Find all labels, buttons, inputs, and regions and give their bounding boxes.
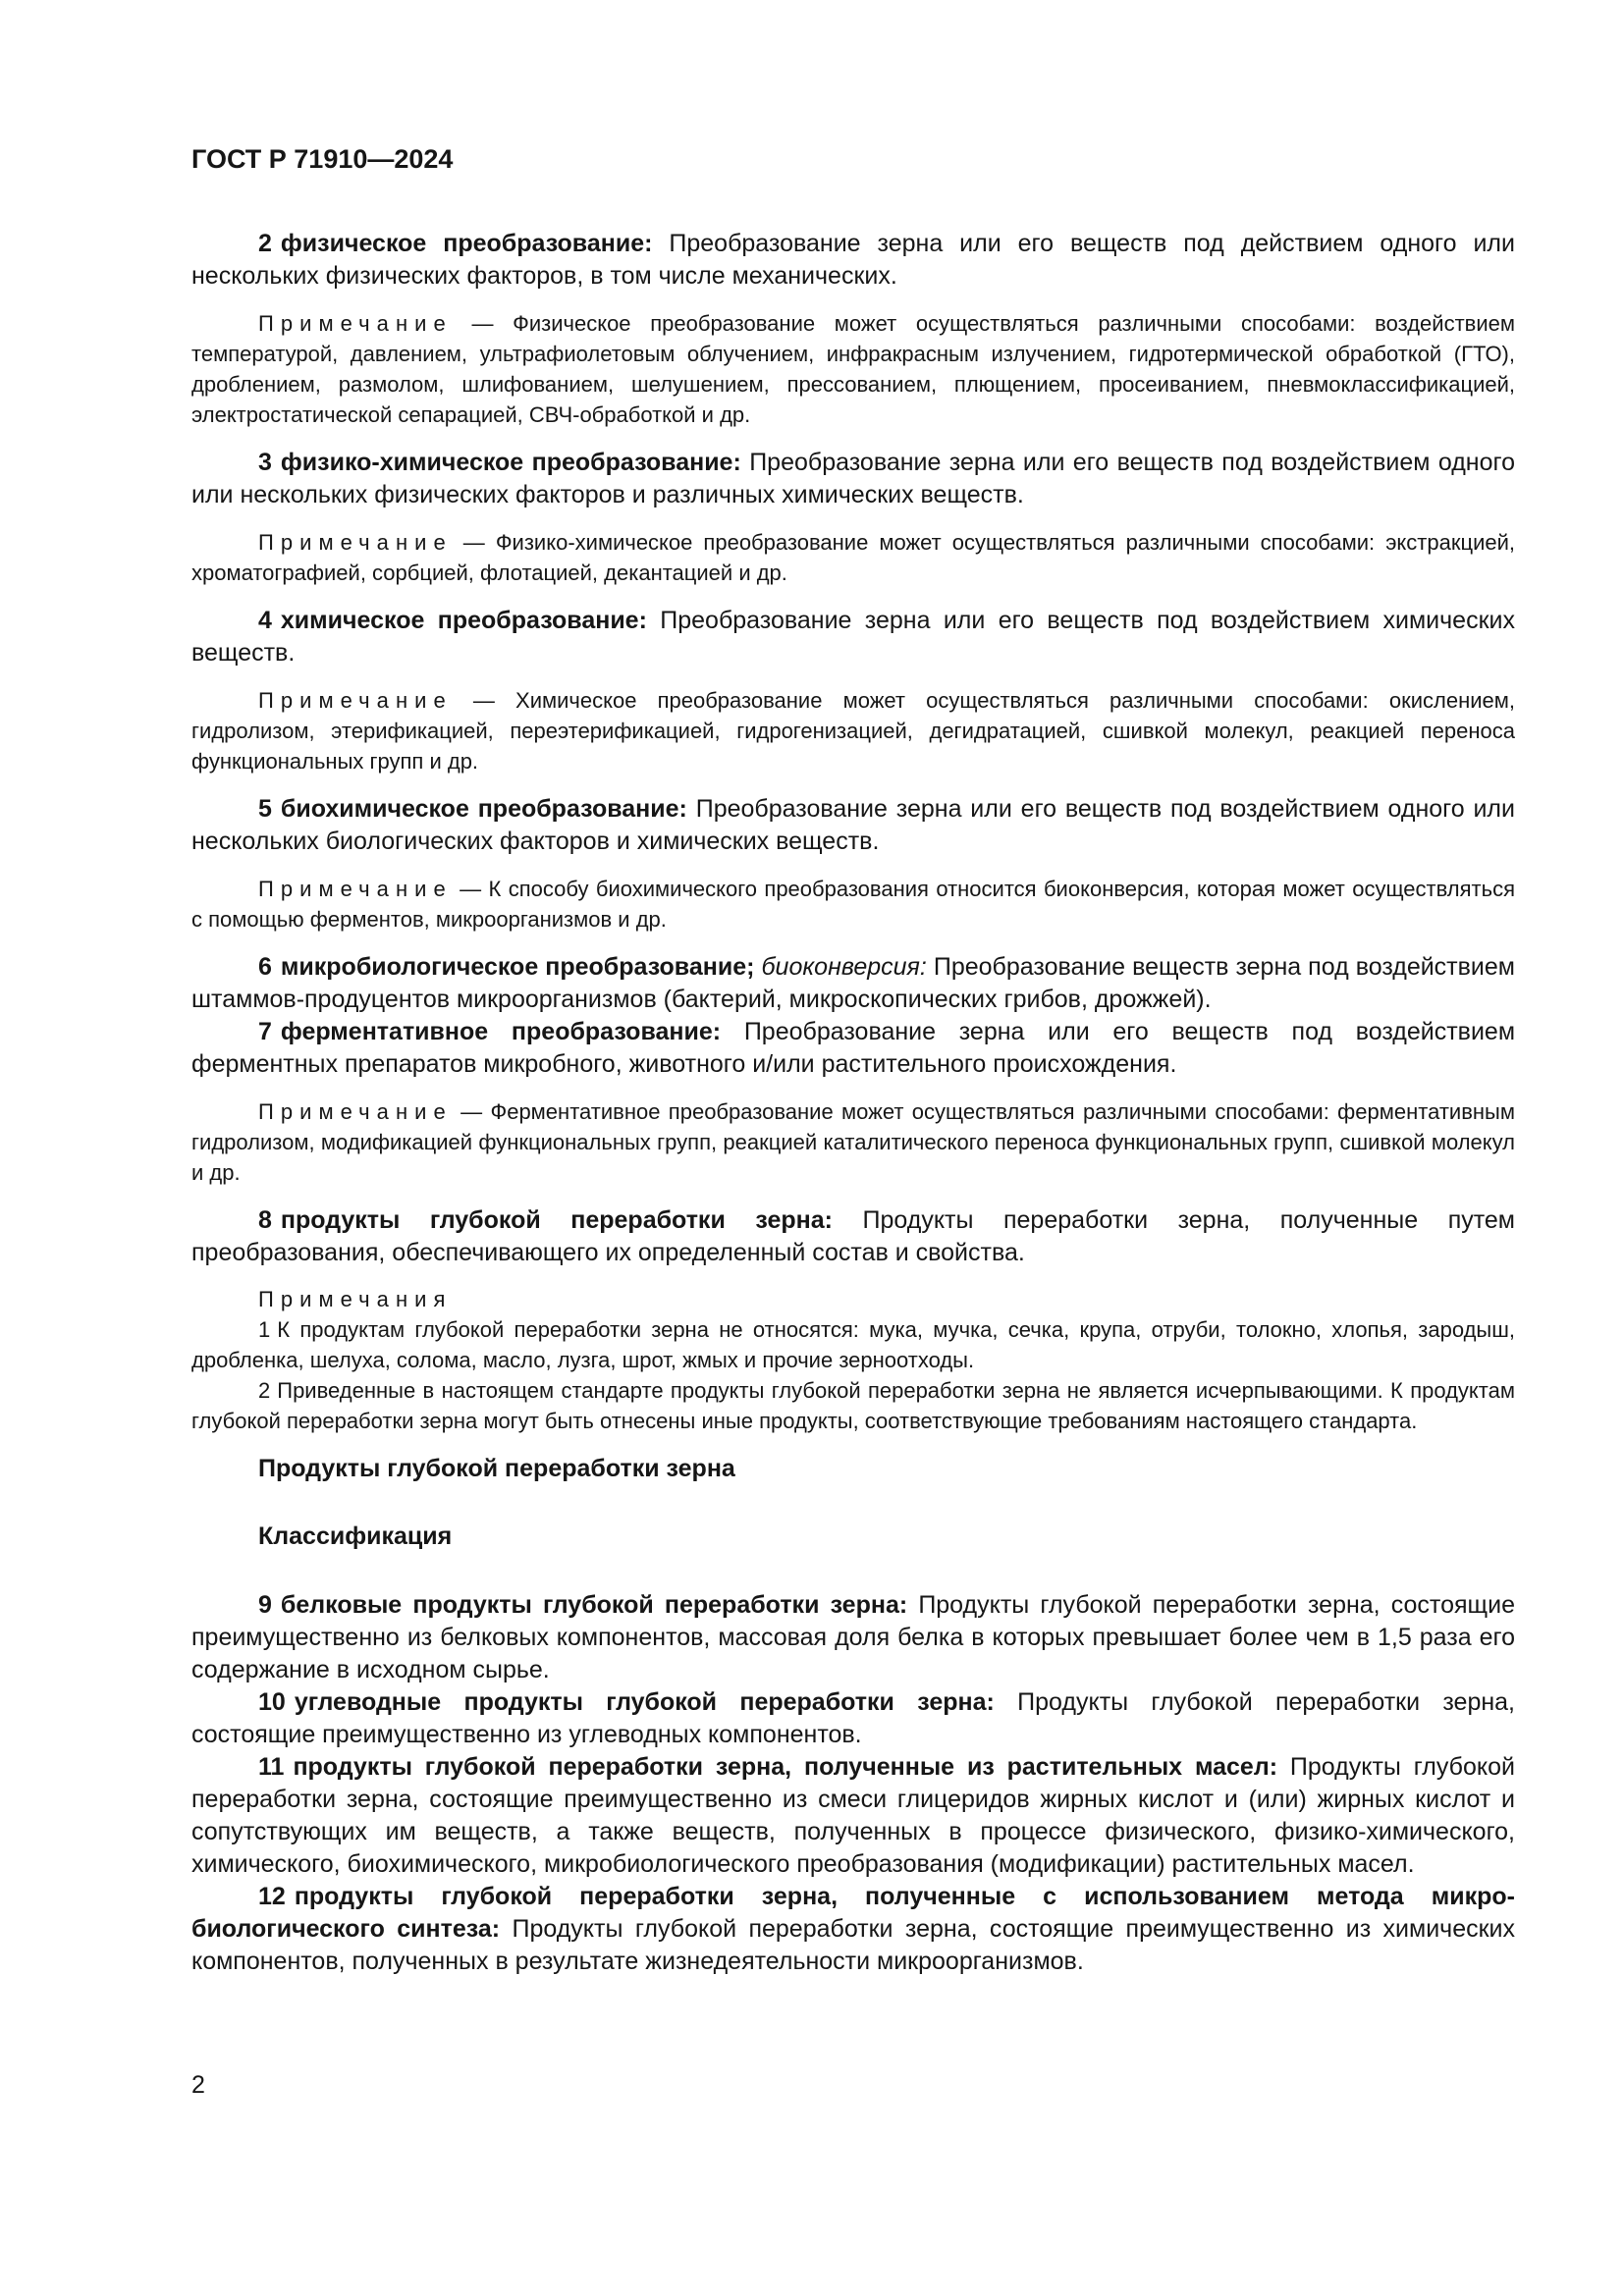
term-definition: Преобразование зерна или его веществ под воздействием одного или нескольких физических факторов и различных химических веществ. bbox=[191, 449, 1515, 508]
term-name: биохимическое преобразование: bbox=[280, 795, 687, 823]
term-number: 7 bbox=[258, 1018, 272, 1045]
term-number: 4 bbox=[258, 607, 272, 634]
notes-block-after-term-8 bbox=[191, 1284, 1515, 1436]
note-text: — Физико-химическое преобразование может осуществляться различными способами: экстракцией, хроматографией, сорбцией, флотацией, декантацией и др. bbox=[191, 530, 1515, 585]
note-text: — Ферментативное преобразование может осуществляться различными способами: ферментативным гидролизом, модификацией функциональных групп, реакцией каталитического переноса функциональных групп, сшивкой молекул и др. bbox=[191, 1099, 1515, 1185]
term-definition: Преобразование зерна или его веществ под воздействием химических веществ. bbox=[191, 607, 1515, 667]
term-name: ферментативное преобразование: bbox=[280, 1018, 722, 1045]
term-definition: Продукты глубокой переработки зерна, состоящие преимущественно из углеводных компонентов. bbox=[191, 1688, 1515, 1748]
note-item-1 bbox=[191, 1314, 1515, 1375]
term-name: микробиологическое преобразование; bbox=[280, 953, 755, 981]
section-heading-classification bbox=[191, 1521, 1515, 1553]
term-number: 3 bbox=[258, 449, 272, 476]
note-item-number: 2 bbox=[258, 1378, 271, 1403]
term-definition: Преобразование зерна или его веществ под воздействием ферментных препаратов микробного, животного и/или растительного происхождения. bbox=[191, 1018, 1516, 1078]
document-content bbox=[191, 143, 1515, 1978]
term-4 bbox=[191, 605, 1515, 669]
note-label: Примечание bbox=[258, 1099, 453, 1124]
term-name: физико-химическое преобразование: bbox=[280, 449, 741, 476]
page-number: 2 bbox=[191, 2071, 205, 2099]
section-heading-text: Продукты глубокой переработки зерна bbox=[258, 1455, 735, 1482]
term-7 bbox=[191, 1016, 1515, 1081]
term-definition: Продукты глубокой переработки зерна, состоящие преимущественно из смеси глицеридов жирных кислот и (или) жирных кислот и сопутствующих им веществ, а также веществ, полученных в процессе физического, физико-химического, химического, биохимического, микробиологического преобразования (модификации) растительных масел. bbox=[191, 1753, 1515, 1878]
note-text: — Химическое преобразование может осуществляться различными способами: окислением, гидролизом, этерификацией, переэтерификацией, гидрогенизацией, дегидратацией, сшивкой молекул, реакцией переноса функциональных групп и др. bbox=[191, 688, 1515, 774]
term-11 bbox=[191, 1751, 1515, 1881]
term-6 bbox=[191, 951, 1515, 1016]
term-name: химическое преобразование: bbox=[280, 607, 647, 634]
term-definition: Продукты переработки зерна, полученные путем преобразования, обеспечивающего их определенный состав и свойства. bbox=[191, 1206, 1515, 1266]
term-name: углеводные продукты глубокой переработки зерна: bbox=[294, 1688, 995, 1716]
term-synonym: биоконверсия: bbox=[761, 953, 927, 981]
term-number: 9 bbox=[258, 1591, 272, 1619]
note-after-term-3 bbox=[191, 527, 1515, 588]
term-name: продукты глубокой переработки зерна: bbox=[280, 1206, 833, 1234]
note-label: Примечание bbox=[258, 877, 453, 901]
term-name: белковые продукты глубокой переработки зерна: bbox=[280, 1591, 908, 1619]
note-item-text: К продуктам глубокой переработки зерна не относятся: мука, мучка, сечка, крупа, отруби, толокно, хлопья, зародыш, дробленка, шелуха, солома, масло, лузга, шрот, жмых и прочие зерноотходы. bbox=[191, 1317, 1515, 1372]
note-item-number: 1 bbox=[258, 1317, 271, 1342]
term-number: 11 bbox=[258, 1753, 285, 1781]
term-3 bbox=[191, 447, 1515, 511]
note-label: Примечание bbox=[258, 688, 453, 713]
note-label: Примечание bbox=[258, 311, 453, 336]
term-number: 2 bbox=[258, 230, 272, 257]
term-name: продукты глубокой переработки зерна, полученные из растительных масел: bbox=[293, 1753, 1278, 1781]
term-definition: Продукты глубокой переработки зерна, состоящие преимущественно из химических компонентов, полученных в результате жизнедеятельности микроорганизмов. bbox=[191, 1915, 1516, 1975]
term-12 bbox=[191, 1881, 1515, 1978]
term-definition: Продукты глубокой переработки зерна, состоящие преимущественно из белковых компонентов, массовая доля белка в которых превышает более чем в 1,5 раза его содержание в исходном сырье. bbox=[191, 1591, 1515, 1683]
term-definition: Преобразование зерна или его веществ под воздействием одного или нескольких биологических факторов и химических веществ. bbox=[191, 795, 1515, 855]
section-heading-text: Классификация bbox=[258, 1522, 453, 1550]
term-number: 5 bbox=[258, 795, 272, 823]
note-text: — Физическое преобразование может осуществляться различными способами: воздействием температурой, давлением, ультрафиолетовым облучением, инфракрасным излучением, гидротермической обработкой (ГТО), дроблением, размолом, шлифованием, шелушением, прессованием, плющением, просеиванием, пневмоклассификацией, электростатической сепарацией, СВЧ-обработкой и др. bbox=[191, 311, 1515, 427]
note-item-2 bbox=[191, 1375, 1515, 1436]
note-after-term-7 bbox=[191, 1096, 1515, 1188]
section-heading-products bbox=[191, 1453, 1515, 1485]
term-definition: Преобразование зерна или его веществ под действием одного или нескольких физических факторов, в том числе механических. bbox=[191, 230, 1515, 290]
note-item-text: Приведенные в настоящем стандарте продукты глубокой переработки зерна не является исчерпывающими. К продуктам глубокой переработки зерна могут быть отнесены иные продукты, соответствующие требованиям настоящего стандарта. bbox=[191, 1378, 1515, 1433]
notes-heading bbox=[191, 1284, 1515, 1314]
note-after-term-4 bbox=[191, 685, 1515, 776]
term-5 bbox=[191, 793, 1515, 858]
term-name: продукты глубокой переработки зерна, полученные с использованием метода микробиологического синтеза: bbox=[191, 1883, 1515, 1943]
term-definition: Преобразование веществ зерна под воздействием штаммов-продуцентов микроорганизмов (бактерий, микроскопических грибов, дрожжей). bbox=[191, 953, 1515, 1013]
term-8 bbox=[191, 1204, 1515, 1269]
note-label: Примечание bbox=[258, 530, 453, 555]
term-10 bbox=[191, 1686, 1515, 1751]
notes-label: Примечания bbox=[258, 1287, 453, 1311]
note-after-term-2 bbox=[191, 308, 1515, 430]
term-9 bbox=[191, 1589, 1515, 1686]
note-text: — К способу биохимического преобразования относится биоконверсия, которая может осуществляться с помощью ферментов, микроорганизмов и др. bbox=[191, 877, 1515, 932]
term-number: 12 bbox=[258, 1883, 286, 1910]
term-number: 6 bbox=[258, 953, 272, 981]
note-after-term-5 bbox=[191, 874, 1515, 934]
term-number: 10 bbox=[258, 1688, 286, 1716]
term-2 bbox=[191, 228, 1515, 293]
document-code: ГОСТ Р 71910—2024 bbox=[191, 144, 454, 174]
term-name: физическое преобразование: bbox=[280, 230, 653, 257]
term-number: 8 bbox=[258, 1206, 272, 1234]
